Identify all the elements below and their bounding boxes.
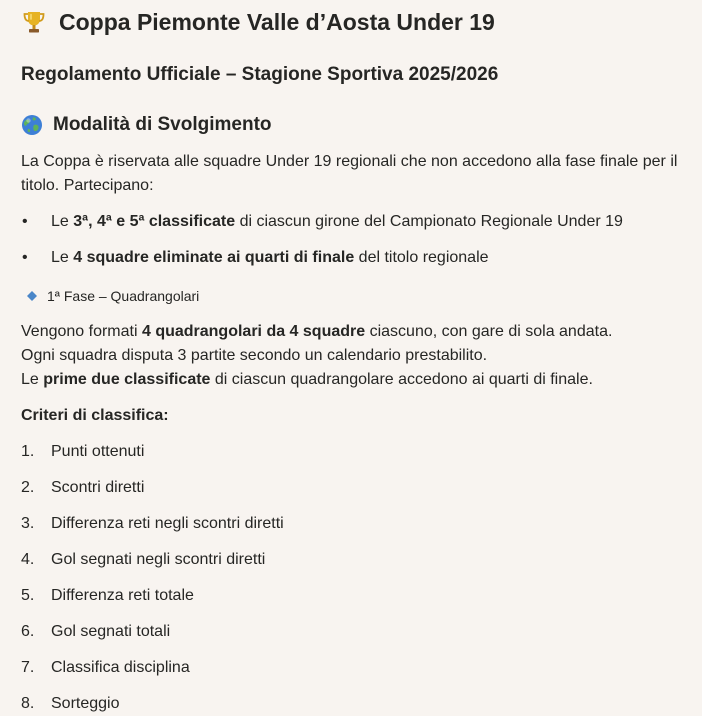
list-item <box>21 584 194 608</box>
list-item-text: Gol segnati totali <box>51 623 171 640</box>
list-item-text: Classifica disciplina <box>51 659 190 676</box>
list-item <box>21 440 144 464</box>
section-heading-text: Modalità di Svolgimento <box>53 114 272 135</box>
title-text: Coppa Piemonte Valle d’Aosta Under 19 <box>59 8 495 35</box>
list-item <box>21 620 170 644</box>
list-item-text: Gol segnati negli scontri diretti <box>51 551 266 568</box>
phase-line-3: Le prime due classificate di ciascun quadrangolare accedono ai quarti di finale. <box>21 371 593 388</box>
list-item <box>21 692 120 716</box>
list-item <box>21 512 284 536</box>
list-number: 8. <box>21 695 35 712</box>
list-number: 2. <box>21 479 35 496</box>
list-item-text: Sorteggio <box>51 695 120 712</box>
list-item <box>21 246 489 270</box>
phase-line-2: Ogni squadra disputa 3 partite secondo un calendario prestabilito. <box>21 347 488 364</box>
list-item <box>21 210 623 234</box>
list-item <box>21 476 144 500</box>
phase-heading <box>21 285 199 307</box>
globe-icon <box>21 114 43 136</box>
list-item-text: Le 4 squadre eliminate ai quarti di finale del titolo regionale <box>51 249 489 266</box>
list-number: 1. <box>21 443 35 460</box>
trophy-icon <box>21 9 47 35</box>
diamond-icon <box>27 291 37 301</box>
bullet-icon: • <box>22 249 28 266</box>
list-item <box>21 548 265 572</box>
list-item <box>21 656 190 680</box>
page-title <box>21 8 495 36</box>
bullet-icon: • <box>22 213 28 230</box>
list-item-text: Punti ottenuti <box>51 443 145 460</box>
criteria-title: Criteri di classifica: <box>21 407 169 424</box>
phase-line-1: Vengono formati 4 quadrangolari da 4 squadre ciascuno, con gare di sola andata. <box>21 323 613 340</box>
intro-paragraph: La Coppa è riservata alle squadre Under 19 regionali che non accedono alla fase finale per il titolo. Partecipano: <box>21 153 678 194</box>
list-number: 4. <box>21 551 35 568</box>
phase-label: 1ª Fase – Quadrangolari <box>47 288 200 304</box>
list-number: 3. <box>21 515 35 532</box>
list-item-text: Differenza reti negli scontri diretti <box>51 515 284 532</box>
subtitle: Regolamento Ufficiale – Stagione Sportiva 2025/2026 <box>21 64 499 85</box>
list-item-text: Le 3ª, 4ª e 5ª classificate di ciascun girone del Campionato Regionale Under 19 <box>51 213 623 230</box>
list-number: 7. <box>21 659 35 676</box>
list-number: 6. <box>21 623 35 640</box>
list-number: 5. <box>21 587 35 604</box>
list-item-text: Scontri diretti <box>51 479 145 496</box>
list-item-text: Differenza reti totale <box>51 587 194 604</box>
section-heading <box>21 114 272 136</box>
